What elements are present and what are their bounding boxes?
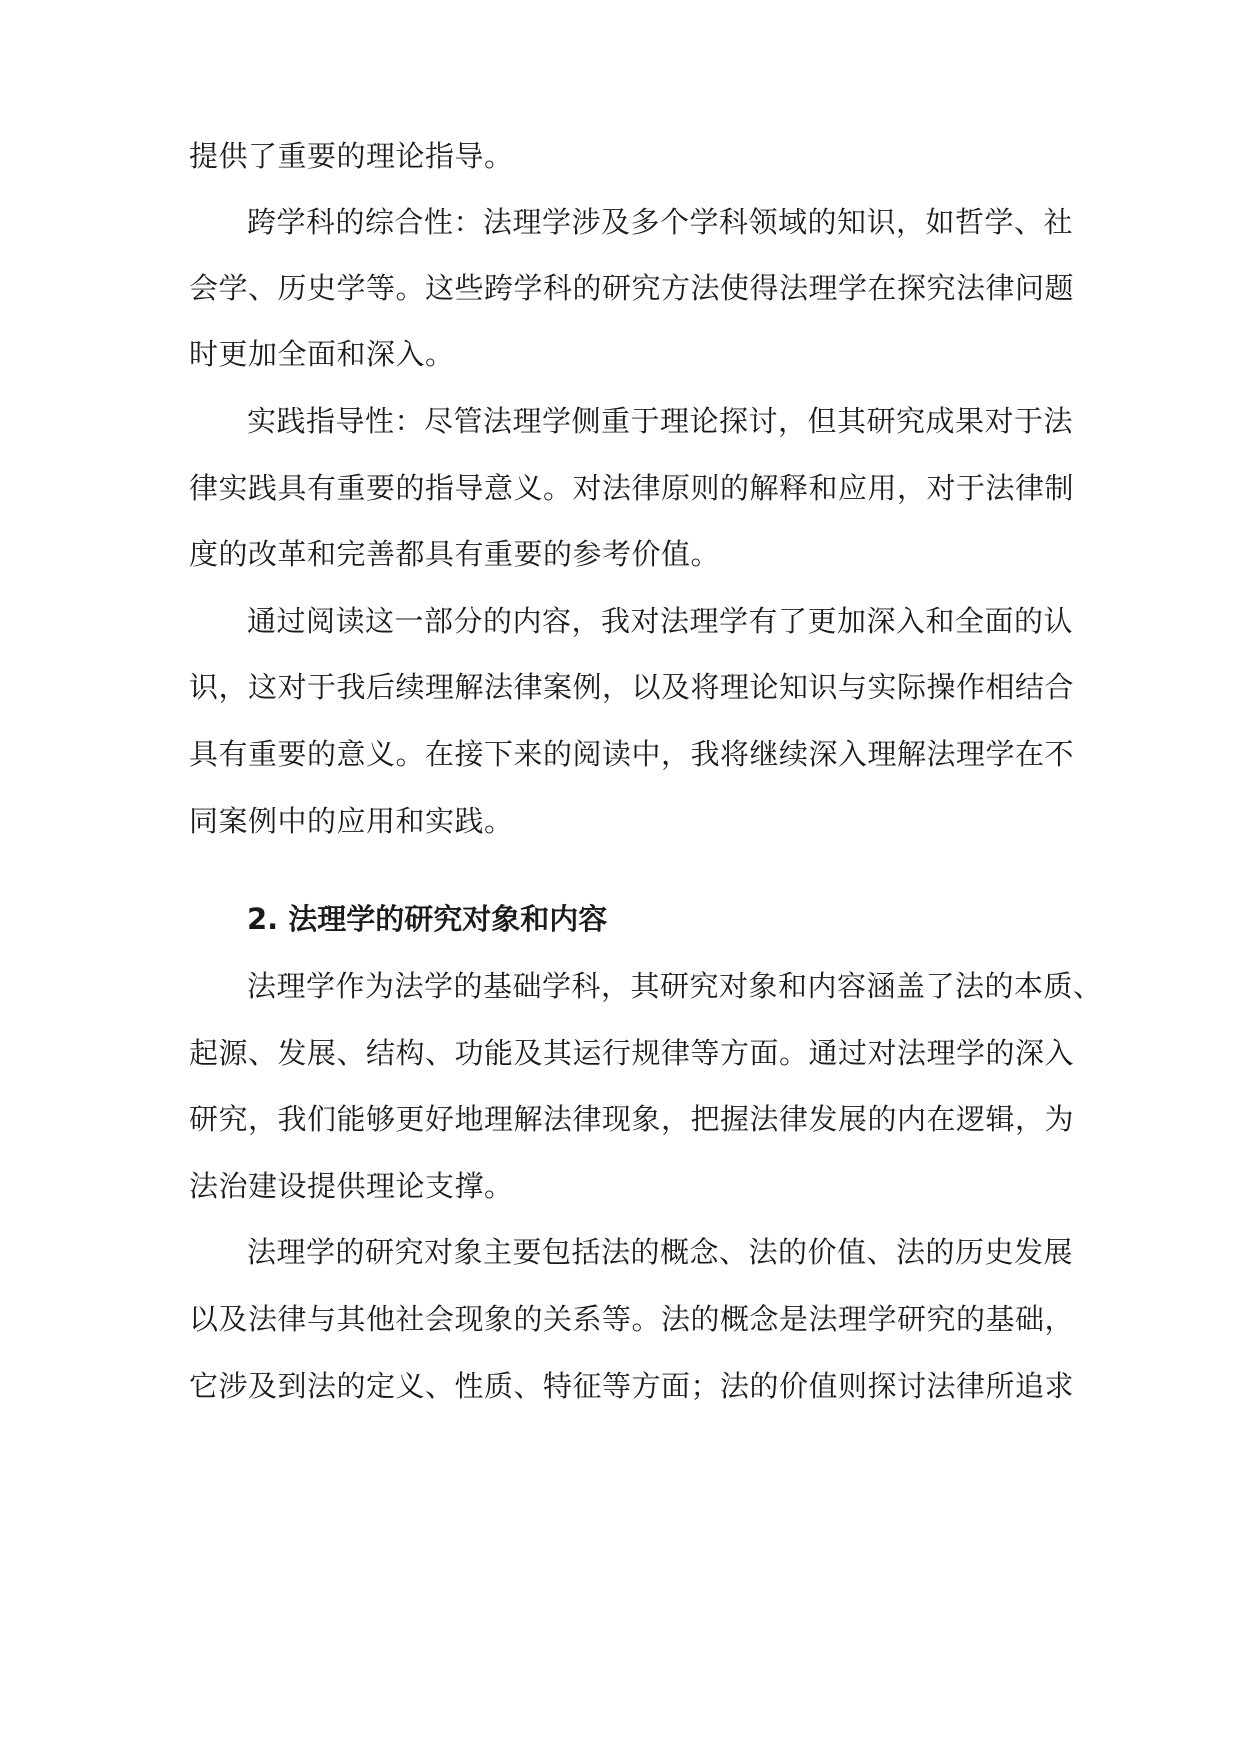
paragraph-line: 提供了重要的理论指导。 — [189, 139, 514, 173]
paragraph-line: 跨学科的综合性：法理学涉及多个学科领域的知识，如哲学、社 — [247, 205, 1074, 239]
paragraph-line: 同案例中的应用和实践。 — [189, 804, 514, 838]
paragraph-line: 法理学的研究对象主要包括法的概念、法的价值、法的历史发展 — [247, 1235, 1074, 1269]
paragraph-line: 时更加全面和深入。 — [189, 337, 455, 371]
paragraph-line: 律实践具有重要的指导意义。对法律原则的解释和应用，对于法律制 — [189, 471, 1075, 505]
paragraph-line: 会学、历史学等。这些跨学科的研究方法使得法理学在探究法律问题 — [189, 271, 1075, 305]
paragraph-line: 以及法律与其他社会现象的关系等。法的概念是法理学研究的基础， — [189, 1302, 1075, 1336]
paragraph-line: 它涉及到法的定义、性质、特征等方面；法的价值则探讨法律所追求 — [189, 1369, 1075, 1403]
paragraph-line: 度的改革和完善都具有重要的参考价值。 — [189, 537, 721, 571]
paragraph-line: 法治建设提供理论支撑。 — [189, 1169, 514, 1203]
paragraph-line: 通过阅读这一部分的内容，我对法理学有了更加深入和全面的认 — [247, 604, 1074, 638]
paragraph-line: 法理学作为法学的基础学科，其研究对象和内容涵盖了法的本质、 — [247, 969, 1103, 1003]
section-heading: 2. 法理学的研究对象和内容 — [247, 902, 608, 936]
paragraph-line: 识，这对于我后续理解法律案例，以及将理论知识与实际操作相结合 — [189, 670, 1075, 704]
paragraph-line: 具有重要的意义。在接下来的阅读中，我将继续深入理解法理学在不 — [189, 737, 1075, 771]
paragraph-line: 起源、发展、结构、功能及其运行规律等方面。通过对法理学的深入 — [189, 1036, 1075, 1070]
paragraph-line: 研究，我们能够更好地理解法律现象，把握法律发展的内在逻辑，为 — [189, 1102, 1075, 1136]
paragraph-line: 实践指导性：尽管法理学侧重于理论探讨，但其研究成果对于法 — [247, 404, 1074, 438]
